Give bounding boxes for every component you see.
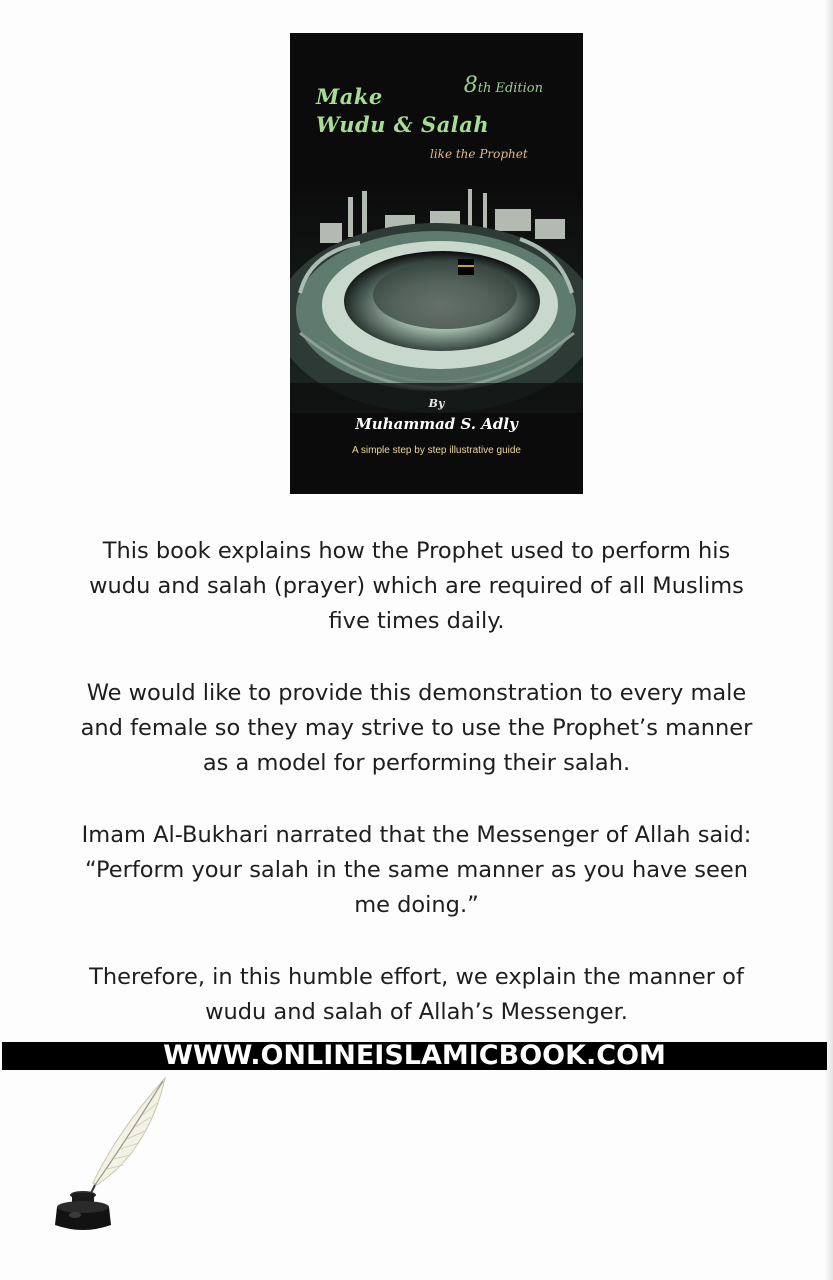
page-edge-shadow bbox=[825, 0, 833, 1280]
paragraph-hadith: Imam Al-Bukhari narrated that the Messenger of Allah said: “Perform your salah in the same manner as you have seen me doing.” bbox=[81, 822, 752, 918]
cover-by-label: By bbox=[428, 397, 445, 410]
quill-inkwell-icon bbox=[45, 1075, 175, 1235]
paragraph-intro: This book explains how the Prophet used to perform his wudu and salah (prayer) which are required of all Muslims five times daily. bbox=[89, 538, 744, 634]
cover-author: Muhammad S. Adly bbox=[355, 415, 518, 433]
description-text bbox=[50, 534, 783, 1067]
kaaba-mosque-photo-icon bbox=[290, 183, 583, 413]
cover-title: Make Wudu & Salah bbox=[316, 84, 490, 137]
paragraph-conclusion: Therefore, in this humble effort, we explain the manner of wudu and salah of Allah’s Messenger. bbox=[89, 964, 744, 1025]
website-banner: WWW.ONLINEISLAMICBOOK.COM bbox=[2, 1042, 827, 1070]
book-cover-image bbox=[290, 33, 583, 494]
cover-edition-suffix: th Edition bbox=[477, 81, 543, 96]
cover-tagline: A simple step by step illustrative guide bbox=[352, 445, 521, 456]
cover-edition-number: 8 bbox=[463, 73, 478, 98]
paragraph-purpose: We would like to provide this demonstration to every male and female so they may strive to use the Prophet’s manner as a model for performing their salah. bbox=[80, 680, 753, 776]
cover-subtitle: like the Prophet bbox=[430, 147, 528, 161]
